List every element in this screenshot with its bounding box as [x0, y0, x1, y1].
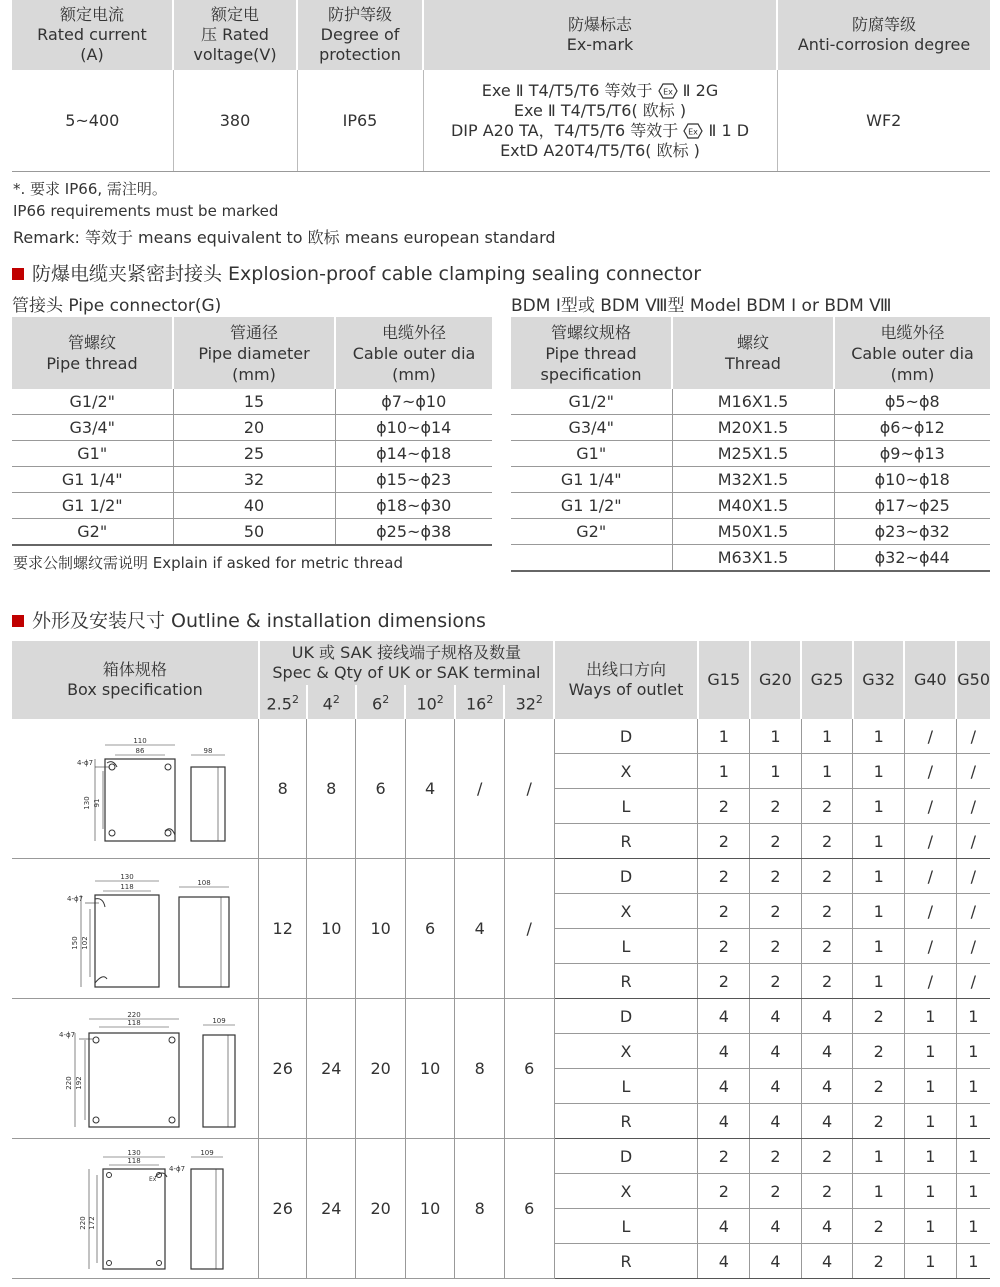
pipe-connector-table — [12, 317, 492, 546]
box-drawing-2 — [12, 859, 259, 999]
header-pipe-diameter: 管通径 Pipe diameter (mm) — [173, 317, 335, 389]
header-size-32: $32^2$ — [504, 685, 554, 719]
box-outline-drawing — [15, 865, 255, 993]
header-size-10: $10^2$ — [405, 685, 455, 719]
ex-hexagon-icon — [683, 123, 703, 139]
box-outline-drawing — [15, 1005, 255, 1133]
svg-text:4-ϕ7: 4-ϕ7 — [67, 894, 84, 903]
bdm-subtitle: BDM Ⅰ型或 BDM Ⅷ型 Model BDM Ⅰ or BDM Ⅷ — [511, 296, 892, 316]
header-size-16: $16^2$ — [455, 685, 505, 719]
header-thread-spec: 管螺纹规格 Pipe thread specification — [540, 322, 642, 384]
table-row: G1 1/4" M32X1.5 ϕ10~ϕ18 — [511, 467, 990, 493]
table-row: L 4 4 4 2 1 1 — [12, 1209, 990, 1244]
svg-text:86: 86 — [135, 746, 145, 755]
svg-text:192: 192 — [75, 1075, 84, 1090]
header-pipe-thread: 管螺纹 Pipe thread — [46, 333, 138, 373]
svg-text:150: 150 — [71, 935, 80, 950]
table-row: G1 1/2" M40X1.5 ϕ17~ϕ25 — [511, 493, 990, 519]
rated-current-value: 5~400 — [12, 70, 173, 172]
svg-text:118: 118 — [127, 1018, 141, 1027]
table-row: R 4 4 4 2 1 1 — [12, 1244, 990, 1279]
outline-table — [12, 641, 990, 1279]
header-g20: G20 — [750, 641, 802, 719]
svg-text:102: 102 — [81, 935, 90, 950]
table-row: G3/4" M20X1.5 ϕ6~ϕ12 — [511, 415, 990, 441]
header-g15: G15 — [698, 641, 750, 719]
header-box-spec: 箱体规格 Box specification — [67, 660, 203, 699]
table-row: G2" 50 ϕ25~ϕ38 — [12, 519, 492, 546]
header-cable-dia: 电缆外径 Cable outer dia (mm) — [335, 317, 492, 389]
section-title-outline: 外形及安装尺寸 Outline & installation dimensions — [12, 606, 486, 633]
header-outlet: 出线口方向 Ways of outlet — [554, 641, 698, 719]
svg-text:108: 108 — [197, 878, 211, 887]
header-thread: 螺纹 Thread — [672, 317, 834, 389]
svg-text:130: 130 — [120, 872, 134, 881]
table-row: 130 118 4-ϕ7 150 102 108 12 10 10 6 4 / D 2 2 2 1 / / — [12, 859, 990, 894]
svg-text:4-ϕ7: 4-ϕ7 — [169, 1164, 186, 1173]
table-row: 130 118 Ex 4-ϕ7 220 172 109 26 24 20 10 8 6 D 2 2 2 1 1 1 — [12, 1139, 990, 1174]
table-row: R 2 2 2 1 / / — [12, 964, 990, 999]
svg-text:4-ϕ7: 4-ϕ7 — [59, 1030, 76, 1039]
svg-text:110: 110 — [133, 736, 147, 745]
table-row: G3/4" 20 ϕ10~ϕ14 — [12, 415, 492, 441]
svg-text:Ex: Ex — [688, 127, 699, 136]
svg-text:4-ϕ7: 4-ϕ7 — [77, 758, 94, 767]
header-cable-dia: 电缆外径 Cable outer dia (mm) — [834, 317, 990, 389]
table-row: L 2 2 2 1 / / — [12, 789, 990, 824]
section-marker-icon — [12, 268, 24, 280]
header-protection: 防护等级 Degree of protection — [297, 0, 423, 70]
header-size-6: $6^2$ — [356, 685, 405, 719]
table-row: 220 118 4-ϕ7 220 192 109 26 24 20 10 8 6 D 4 4 4 2 1 1 — [12, 999, 990, 1034]
exmark-value: Exe Ⅱ T4/T5/T6 等效于 Ex Ⅱ 2G Exe Ⅱ T4/T5/T6( 欧标 ) DIP A20 TA，T4/T5/T6 等效于 Ex Ⅱ 1 D ExtD A20T4/T5/T6( 欧标 ) — [423, 70, 777, 172]
svg-text:130: 130 — [83, 795, 92, 810]
svg-text:130: 130 — [127, 1148, 141, 1157]
table-row: G1" 25 ϕ14~ϕ18 — [12, 441, 492, 467]
header-g25: G25 — [801, 641, 853, 719]
svg-text:220: 220 — [65, 1075, 74, 1090]
table-row: G1 1/2" 40 ϕ18~ϕ30 — [12, 493, 492, 519]
note-ip66-cn: *. 要求 IP66, 需注明。 — [13, 180, 167, 198]
svg-text:Ex: Ex — [662, 87, 673, 96]
table-row: X 1 1 1 1 / / — [12, 754, 990, 789]
table-row: X 2 2 2 1 / / — [12, 894, 990, 929]
header-terminal: UK 或 SAK 接线端子规格及数量 Spec & Qty of UK or SAK terminal — [259, 641, 554, 685]
svg-text:91: 91 — [93, 798, 102, 807]
box-outline-drawing — [15, 725, 255, 853]
bdm-table — [511, 317, 990, 572]
section-marker-icon — [12, 615, 24, 627]
table-row: L 4 4 4 2 1 1 — [12, 1069, 990, 1104]
header-g40: G40 — [904, 641, 956, 719]
svg-text:98: 98 — [203, 746, 213, 755]
table-row: X 2 2 2 1 1 1 — [12, 1174, 990, 1209]
section-title-connector: 防爆电缆夹紧密封接头 Explosion-proof cable clamping sealing connector — [12, 259, 701, 286]
note-remark: Remark: 等效于 means equivalent to 欧标 means european standard — [13, 228, 556, 247]
svg-text:109: 109 — [212, 1016, 226, 1025]
table-row: 110 86 4-ϕ7 130 91 98 8 8 6 4 / / D 1 1 1 1 / / — [12, 719, 990, 754]
metric-thread-note: 要求公制螺纹需说明 Explain if asked for metric thread — [13, 554, 403, 572]
header-g50: G50 — [956, 641, 990, 719]
svg-text:Ex: Ex — [149, 1175, 157, 1183]
box-drawing-3 — [12, 999, 259, 1139]
table-row: G1/2" 15 ϕ7~ϕ10 — [12, 389, 492, 415]
header-size-2-5: $2.5^2$ — [259, 685, 307, 719]
svg-text:172: 172 — [88, 1215, 97, 1230]
box-outline-drawing — [15, 1145, 255, 1273]
header-size-4: $4^2$ — [307, 685, 356, 719]
box-drawing-1 — [12, 719, 259, 859]
header-rated-current: 额定电流 Rated current (A) — [37, 5, 147, 64]
table-row: L 2 2 2 1 / / — [12, 929, 990, 964]
rated-voltage-value: 380 — [173, 70, 297, 172]
protection-value: IP65 — [297, 70, 423, 172]
table-row: G1 1/4" 32 ϕ15~ϕ23 — [12, 467, 492, 493]
anticorrosion-value: WF2 — [777, 70, 990, 172]
svg-text:118: 118 — [127, 1156, 141, 1165]
svg-text:109: 109 — [200, 1148, 214, 1157]
header-rated-voltage: 额定电 压 Rated voltage(V) — [173, 0, 297, 70]
svg-text:118: 118 — [120, 882, 134, 891]
pipe-connector-subtitle: 管接头 Pipe connector(G) — [12, 296, 222, 316]
table-row: X 4 4 4 2 1 1 — [12, 1034, 990, 1069]
table-row: R 4 4 4 2 1 1 — [12, 1104, 990, 1139]
table-row: G2" M50X1.5 ϕ23~ϕ32 — [511, 519, 990, 545]
header-exmark: 防爆标志 Ex-mark — [423, 0, 777, 70]
spec-row — [12, 70, 990, 172]
box-drawing-4 — [12, 1139, 259, 1279]
table-row: M63X1.5 ϕ32~ϕ44 — [511, 545, 990, 572]
note-ip66-en: IP66 requirements must be marked — [13, 202, 279, 220]
table-row: R 2 2 2 1 / / — [12, 824, 990, 859]
header-anticorrosion: 防腐等级 Anti-corrosion degree — [777, 0, 990, 70]
ex-hexagon-icon — [658, 83, 678, 99]
table-row: G1/2" M16X1.5 ϕ5~ϕ8 — [511, 389, 990, 415]
svg-text:220: 220 — [79, 1215, 88, 1230]
header-g32: G32 — [853, 641, 905, 719]
svg-text:220: 220 — [127, 1010, 141, 1019]
spec-table — [12, 0, 990, 172]
table-row: G1" M25X1.5 ϕ9~ϕ13 — [511, 441, 990, 467]
